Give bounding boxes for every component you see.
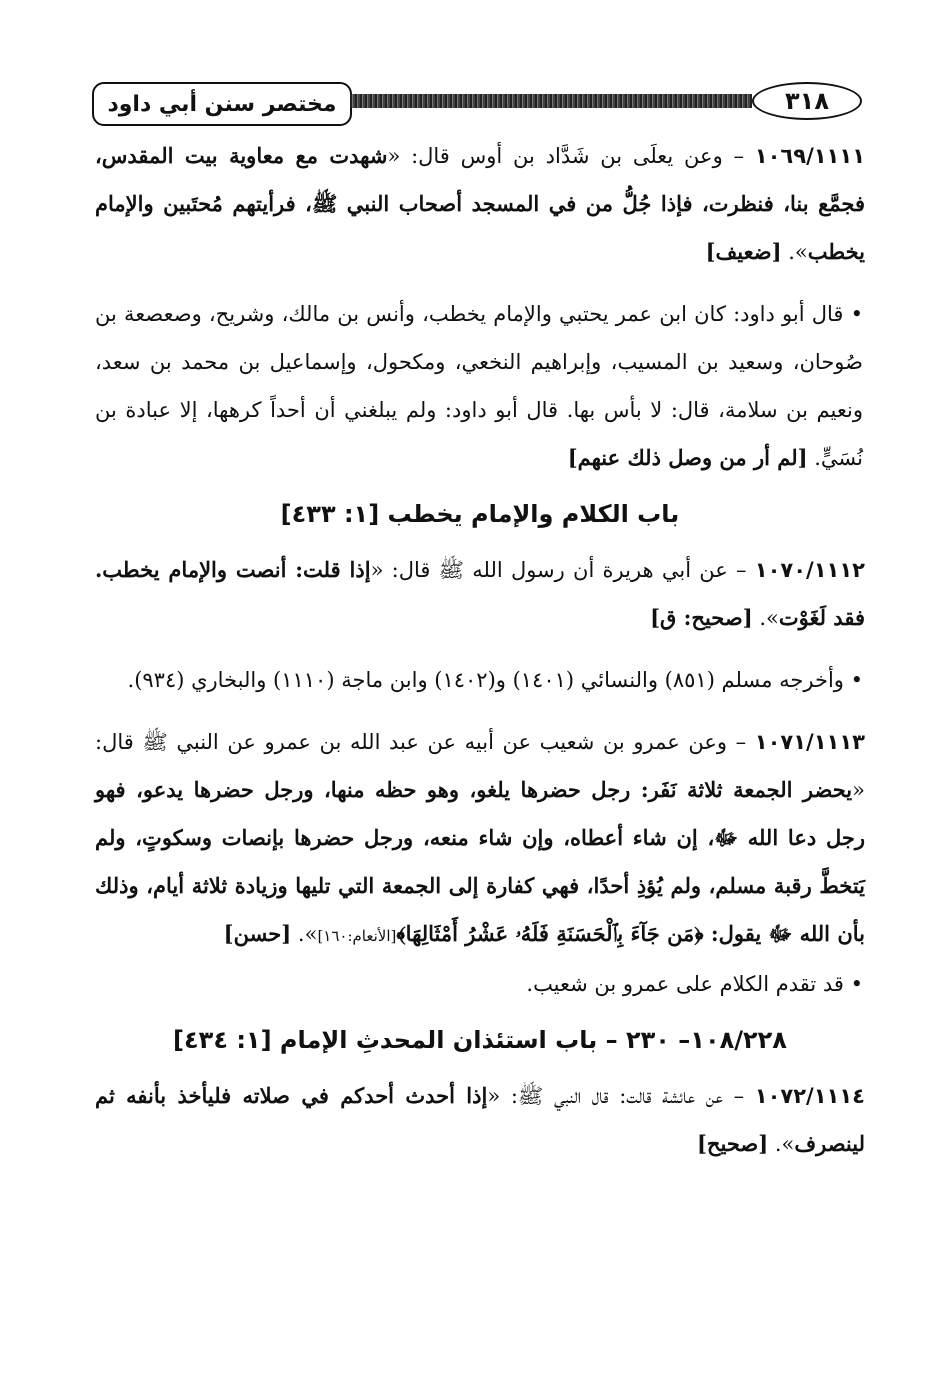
- quote-close: ».: [768, 1132, 795, 1156]
- note-1111: [95, 290, 865, 482]
- note-text: • وأخرجه مسلم (٨٥١) والنسائي (١٤٠١) و(١٤٠٢) وابن ماجة (١١١٠) والبخاري (٩٣٤).: [127, 668, 863, 692]
- hadith-intro: – عن عائشة قالت: قال النبي ﷺ: «: [487, 1084, 745, 1108]
- book-title: مختصر سنن أبي داود: [92, 82, 352, 126]
- hadith-text: إذا أحدث أحدكم في صلاته فليأخذ بأنفه ثم لينصرف: [95, 1083, 865, 1156]
- hadith-1113: [95, 718, 865, 960]
- hadith-text: إذا قلت: أنصت والإمام يخطب. فقد لَغَوْت: [95, 557, 865, 630]
- hadith-grade: [صحيح: ق]: [650, 605, 753, 630]
- hadith-intro: – وعن عمرو بن شعيب عن أبيه عن عبد الله بن عمرو عن النبي ﷺ قال: «: [95, 730, 865, 802]
- hadith-text: يحضر الجمعة ثلاثة نَفَر: رجل حضرها يلغو، وهو حظه منها، ورجل حضرها يدعو، فهو رجل دعا الله ﷻ، إن شاء أعطاه، وإن شاء منعه، ورجل حضرها بإنصات وسكوتٍ، ولم يَتخطَّ رقبة مسلم، ولم يُؤذِ أحدًا، فهي كفارة إلى الجمعة التي تليها وزيادة ثلاثة أيام، وذلك بأن الله ﷻ يقول: ﴿مَن جَآءَ بِٱلْحَسَنَةِ فَلَهُۥ عَشْرُ أَمْثَالِهَا﴾: [95, 777, 865, 946]
- note-1112: [95, 656, 865, 704]
- page-number: ٣١٨: [752, 82, 862, 120]
- quran-reference: [الأنعام:١٦٠]: [317, 927, 397, 945]
- quote-close: ».: [752, 606, 779, 630]
- quote-close: ».: [291, 922, 318, 946]
- header-rule: [350, 94, 752, 108]
- hadith-number: ١٠٧٠/١١١٢: [754, 558, 865, 582]
- quote-close: ».: [781, 240, 808, 264]
- note-grade: [لم أر من وصل ذلك عنهم]: [567, 445, 808, 470]
- hadith-grade: [حسن]: [223, 921, 292, 946]
- hadith-1114: [95, 1072, 865, 1168]
- hadith-number: ١٠٧٢/١١١٤: [754, 1084, 865, 1108]
- hadith-number: ١٠٦٩/١١١١: [754, 144, 866, 168]
- hadith-intro: – عن أبي هريرة أن رسول الله ﷺ قال: «: [370, 558, 747, 582]
- note-text: • قال أبو داود: كان ابن عمر يحتبي والإمام يخطب، وأنس بن مالك، وشريح، وصعصعة بن صُوحان، وسعيد بن المسيب، وإبراهيم النخعي، ومكحول، وإسماعيل بن محمد بن سعد، ونعيم بن سلامة، قال: لا بأس بها. قال أبو داود: ولم يبلغني أن أحداً كرهها، إلا عبادة بن نُسَيٍّ.: [95, 302, 863, 470]
- chapter-heading: باب الكلام والإمام يخطب [١: ٤٣٣]: [280, 500, 680, 528]
- hadith-1111: [95, 132, 865, 276]
- page-header: [92, 82, 862, 130]
- hadith-grade: [صحيح]: [697, 1131, 769, 1156]
- hadith-number: ١٠٧١/١١١٣: [754, 730, 865, 754]
- chapter-heading: ١٠٨/٢٢٨– ٢٣٠ – باب استئذان المحدثِ الإمام [١: ٤٣٤]: [173, 1026, 787, 1054]
- hadith-intro: – وعن يعلَى بن شَدَّاد بن أوس قال: «: [387, 144, 744, 168]
- note-text: • قد تقدم الكلام على عمرو بن شعيب.: [526, 972, 863, 996]
- note-1113: [95, 960, 865, 1008]
- hadith-1112: [95, 546, 865, 642]
- hadith-grade: [ضعيف]: [705, 239, 782, 264]
- page-body: [95, 132, 865, 1168]
- hadith-text: شهدت مع معاوية بيت المقدس، فجمَّع بنا، فنظرت، فإذا جُلُّ من في المسجد أصحاب النبي ﷺ، فرأيتهم مُحتَبين والإمام يخطب: [95, 143, 865, 264]
